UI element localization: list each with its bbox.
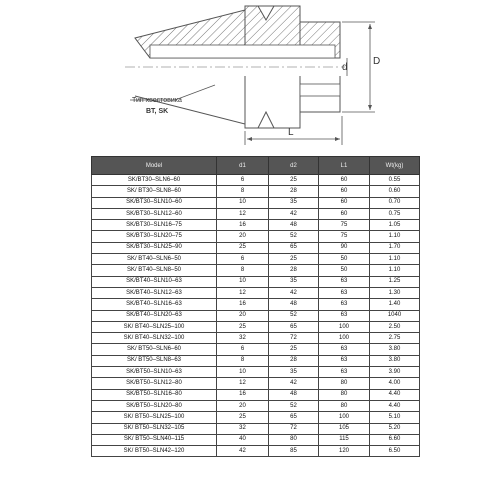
table-row	[92, 254, 420, 265]
header-d2: d2	[269, 157, 319, 175]
cell-weight: 4.40	[370, 389, 420, 400]
cell-weight: 1.25	[370, 276, 420, 287]
cell-d1: 12	[217, 378, 269, 389]
cell-d2: 28	[269, 355, 319, 366]
cell-weight: 0.55	[370, 175, 420, 186]
table-row	[92, 242, 420, 253]
cell-l1: 63	[319, 310, 370, 321]
table-row	[92, 333, 420, 344]
cell-model: SK/ BT40–SLN32–100	[92, 333, 217, 344]
table-row	[92, 321, 420, 332]
cell-model: SK/BT30–SLN16–75	[92, 220, 217, 231]
cell-d2: 35	[269, 367, 319, 378]
cell-d2: 52	[269, 231, 319, 242]
table-row	[92, 310, 420, 321]
cell-d2: 65	[269, 242, 319, 253]
table-row	[92, 400, 420, 411]
cell-d2: 28	[269, 265, 319, 276]
cell-l1: 60	[319, 208, 370, 219]
cell-model: SK/BT40–SLN12–63	[92, 287, 217, 298]
table-body	[92, 175, 420, 457]
cell-l1: 120	[319, 446, 370, 457]
table-row	[92, 186, 420, 197]
cell-weight: 3.80	[370, 344, 420, 355]
tool-holder-drawing	[0, 0, 500, 150]
cell-model: SK/BT50–SLN12–80	[92, 378, 217, 389]
cell-weight: 1.05	[370, 220, 420, 231]
spec-table	[91, 156, 420, 457]
table-row	[92, 446, 420, 457]
cell-l1: 80	[319, 389, 370, 400]
table-row	[92, 412, 420, 423]
cell-model: SK/ BT50–SLN25–100	[92, 412, 217, 423]
cell-l1: 60	[319, 186, 370, 197]
table-row	[92, 355, 420, 366]
shank-type-label: Тип хвостовика	[132, 97, 182, 104]
table-row	[92, 175, 420, 186]
cell-model: SK/ BT40–SLN25–100	[92, 321, 217, 332]
cell-d1: 16	[217, 299, 269, 310]
cell-d1: 40	[217, 434, 269, 445]
cell-weight: 4.40	[370, 400, 420, 411]
cell-d2: 35	[269, 276, 319, 287]
header-d1: d1	[217, 157, 269, 175]
cell-weight: 3.90	[370, 367, 420, 378]
table-row	[92, 434, 420, 445]
cell-d1: 32	[217, 423, 269, 434]
cell-d1: 20	[217, 400, 269, 411]
table-row	[92, 287, 420, 298]
cell-l1: 80	[319, 400, 370, 411]
shank-types-label: BT, SK	[146, 108, 169, 115]
cell-weight: 2.75	[370, 333, 420, 344]
cell-l1: 80	[319, 378, 370, 389]
cell-d2: 48	[269, 299, 319, 310]
cell-d2: 52	[269, 310, 319, 321]
cell-d1: 8	[217, 355, 269, 366]
cell-d2: 25	[269, 254, 319, 265]
cell-weight: 2.50	[370, 321, 420, 332]
cell-d1: 12	[217, 208, 269, 219]
cell-weight: 5.10	[370, 412, 420, 423]
table-row	[92, 389, 420, 400]
table-row	[92, 265, 420, 276]
table-row	[92, 231, 420, 242]
table-row	[92, 378, 420, 389]
cell-d1: 10	[217, 367, 269, 378]
cell-weight: 3.80	[370, 355, 420, 366]
header-l1: L1	[319, 157, 370, 175]
dim-d-label: d	[342, 62, 348, 73]
cell-d2: 35	[269, 197, 319, 208]
cell-l1: 63	[319, 299, 370, 310]
cell-d2: 72	[269, 333, 319, 344]
cell-d2: 48	[269, 220, 319, 231]
cell-model: SK/ BT50–SLN6–60	[92, 344, 217, 355]
cell-d1: 8	[217, 186, 269, 197]
cell-d2: 42	[269, 208, 319, 219]
cell-d2: 72	[269, 423, 319, 434]
cell-l1: 100	[319, 333, 370, 344]
header-model: Model	[92, 157, 217, 175]
cell-d2: 80	[269, 434, 319, 445]
cell-l1: 50	[319, 254, 370, 265]
cell-d2: 25	[269, 175, 319, 186]
table-row	[92, 276, 420, 287]
cell-d1: 10	[217, 197, 269, 208]
table-row	[92, 423, 420, 434]
cell-l1: 100	[319, 412, 370, 423]
cell-model: SK/BT50–SLN10–63	[92, 367, 217, 378]
cell-l1: 63	[319, 355, 370, 366]
header-weight: Wt(kg)	[370, 157, 420, 175]
table-row	[92, 197, 420, 208]
cell-d2: 85	[269, 446, 319, 457]
cell-weight: 0.60	[370, 186, 420, 197]
cell-weight: 1.10	[370, 231, 420, 242]
cell-d1: 16	[217, 220, 269, 231]
cell-l1: 115	[319, 434, 370, 445]
cell-l1: 60	[319, 175, 370, 186]
cell-l1: 75	[319, 231, 370, 242]
cell-weight: 1.10	[370, 265, 420, 276]
cell-weight: 1.70	[370, 242, 420, 253]
cell-d1: 25	[217, 412, 269, 423]
cell-d2: 48	[269, 389, 319, 400]
cell-model: SK/BT50–SLN16–80	[92, 389, 217, 400]
cell-weight: 0.70	[370, 197, 420, 208]
cell-l1: 63	[319, 276, 370, 287]
cell-d1: 6	[217, 175, 269, 186]
cell-d2: 25	[269, 344, 319, 355]
technical-drawing	[0, 0, 500, 150]
dim-L-label: L	[288, 127, 294, 138]
cell-d1: 42	[217, 446, 269, 457]
dim-D-label: D	[373, 56, 381, 67]
cell-model: SK/ BT30–SLN8–60	[92, 186, 217, 197]
table-row	[92, 367, 420, 378]
cell-d2: 52	[269, 400, 319, 411]
cell-model: SK/ BT50–SLN40–115	[92, 434, 217, 445]
cell-d1: 20	[217, 231, 269, 242]
cell-weight: 6.60	[370, 434, 420, 445]
cell-l1: 63	[319, 367, 370, 378]
cell-weight: 5.20	[370, 423, 420, 434]
cell-d1: 20	[217, 310, 269, 321]
cell-d2: 42	[269, 287, 319, 298]
cell-l1: 63	[319, 287, 370, 298]
table-row	[92, 208, 420, 219]
spec-table-wrapper	[91, 156, 419, 457]
cell-d2: 65	[269, 412, 319, 423]
cell-model: SK/BT40–SLN10–63	[92, 276, 217, 287]
cell-d1: 32	[217, 333, 269, 344]
cell-model: SK/BT30–SLN25–90	[92, 242, 217, 253]
cell-d2: 65	[269, 321, 319, 332]
cell-model: SK/ BT50–SLN8–63	[92, 355, 217, 366]
cell-d1: 8	[217, 265, 269, 276]
cell-model: SK/BT50–SLN20–80	[92, 400, 217, 411]
cell-l1: 100	[319, 321, 370, 332]
cell-weight: 1.40	[370, 299, 420, 310]
cell-d1: 16	[217, 389, 269, 400]
cell-weight: 1040	[370, 310, 420, 321]
cell-l1: 50	[319, 265, 370, 276]
table-row	[92, 344, 420, 355]
cell-model: SK/BT30–SLN6–60	[92, 175, 217, 186]
cell-d1: 25	[217, 321, 269, 332]
cell-d1: 6	[217, 344, 269, 355]
cell-weight: 0.75	[370, 208, 420, 219]
cell-model: SK/ BT50–SLN32–105	[92, 423, 217, 434]
cell-weight: 6.50	[370, 446, 420, 457]
cell-d1: 12	[217, 287, 269, 298]
cell-weight: 4.00	[370, 378, 420, 389]
cell-d2: 42	[269, 378, 319, 389]
cell-l1: 105	[319, 423, 370, 434]
cell-d1: 25	[217, 242, 269, 253]
table-row	[92, 220, 420, 231]
cell-l1: 60	[319, 197, 370, 208]
cell-model: SK/ BT40–SLN8–50	[92, 265, 217, 276]
bore	[150, 45, 335, 58]
cell-weight: 1.30	[370, 287, 420, 298]
cell-d2: 28	[269, 186, 319, 197]
set-screw	[300, 84, 340, 96]
table-header-row	[92, 157, 420, 175]
table-row	[92, 299, 420, 310]
cell-model: SK/BT40–SLN20–63	[92, 310, 217, 321]
cell-model: SK/BT30–SLN12–60	[92, 208, 217, 219]
cell-d1: 10	[217, 276, 269, 287]
cell-l1: 90	[319, 242, 370, 253]
cell-model: SK/BT40–SLN16–63	[92, 299, 217, 310]
cell-l1: 75	[319, 220, 370, 231]
cell-l1: 63	[319, 344, 370, 355]
cell-model: SK/ BT50–SLN42–120	[92, 446, 217, 457]
cell-weight: 1.10	[370, 254, 420, 265]
cell-d1: 6	[217, 254, 269, 265]
cell-model: SK/BT30–SLN10–60	[92, 197, 217, 208]
cell-model: SK/ BT40–SLN6–50	[92, 254, 217, 265]
cell-model: SK/BT30–SLN20–75	[92, 231, 217, 242]
